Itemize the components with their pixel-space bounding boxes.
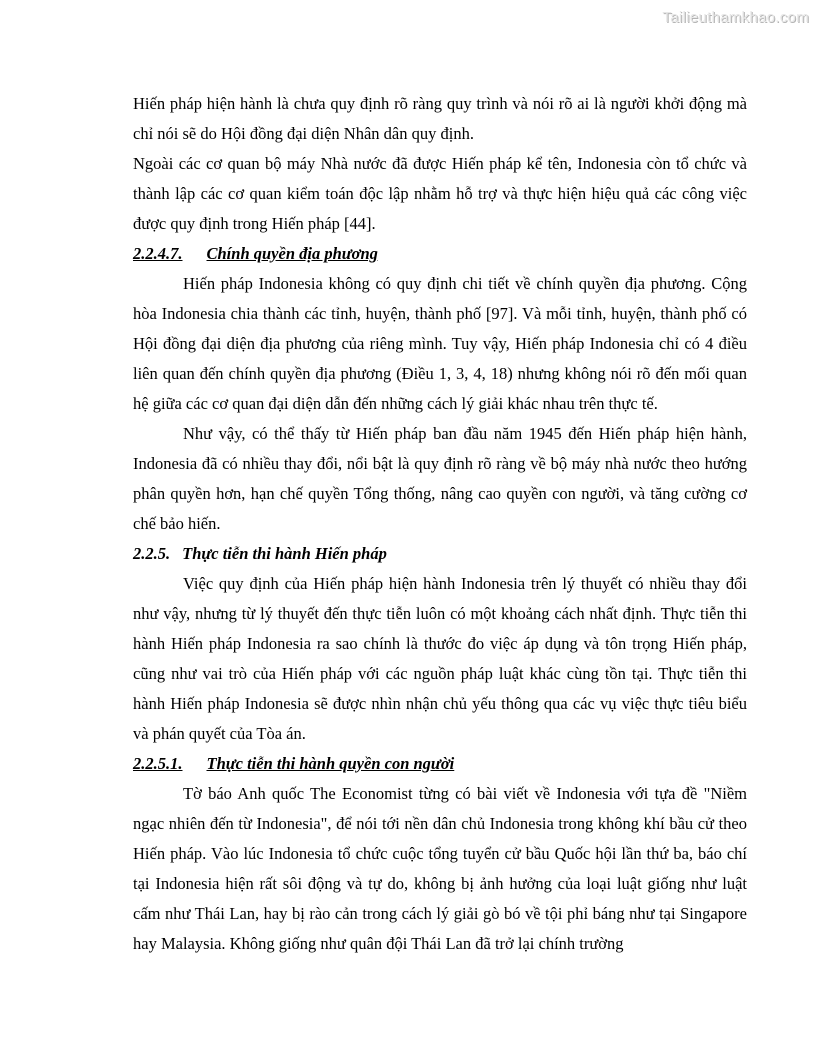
heading-local-government — [133, 239, 747, 269]
heading-title: Thực tiễn thi hành Hiến pháp — [182, 544, 387, 563]
heading-number: 2.2.5. — [133, 544, 171, 563]
paragraph-human-rights: Tờ báo Anh quốc The Economist từng có bài viết về Indonesia với tựa đề "Niềm ngạc nhiên đến từ Indonesia", để nói tới nền dân chủ Indonesia trong không khí bầu cử theo Hiến pháp. Vào lúc Indonesia tổ chức cuộc tổng tuyển cử bầu Quốc hội lần thứ ba, báo chí tại Indonesia hiện rất sôi động và tự do, không bị ảnh hưởng của loại luật giống như luật cấm như Thái Lan, hay bị rào cản trong cách lý giải gò bó về tội phỉ báng như tại Singapore hay Malaysia. Không giống như quân đội Thái Lan đã trở lại chính trường — [133, 784, 747, 953]
heading-constitution-practice — [133, 539, 747, 569]
paragraph-summary: Như vậy, có thể thấy từ Hiến pháp ban đầu năm 1945 đến Hiến pháp hiện hành, Indonesia đã có nhiều thay đổi, nổi bật là quy định rõ ràng về bộ máy nhà nước theo hướng phân quyền hơn, hạn chế quyền Tổng thống, nâng cao quyền con người, và tăng cường cơ chế bảo hiến. — [133, 424, 747, 533]
page-content — [133, 89, 747, 959]
heading-title: Thực tiễn thi hành quyền con người — [206, 754, 455, 773]
heading-number: 2.2.4.7. — [133, 244, 183, 263]
paragraph-intro-2: Ngoài các cơ quan bộ máy Nhà nước đã được Hiến pháp kể tên, Indonesia còn tổ chức và thành lập các cơ quan kiểm toán độc lập nhằm hỗ trợ và thực hiện hiệu quả các công việc được quy định trong Hiến pháp [44]. — [133, 154, 747, 233]
heading-number: 2.2.5.1. — [133, 754, 183, 773]
watermark-text: Tailieuthamkhao.com — [662, 9, 809, 26]
paragraph-intro-1: Hiến pháp hiện hành là chưa quy định rõ ràng quy trình và nói rõ ai là người khởi động mà chỉ nói sẽ do Hội đồng đại diện Nhân dân quy định. — [133, 94, 747, 143]
heading-title: Chính quyền địa phương — [206, 244, 378, 263]
paragraph-practice: Việc quy định của Hiến pháp hiện hành Indonesia trên lý thuyết có nhiều thay đổi như vậy, nhưng từ lý thuyết đến thực tiễn luôn có một khoảng cách nhất định. Thực tiễn thi hành Hiến pháp Indonesia ra sao chính là thước đo việc áp dụng và tôn trọng Hiến pháp, cũng như vai trò của Hiến pháp với các nguồn pháp luật khác cùng tồn tại. Thực tiễn thi hành Hiến pháp Indonesia sẽ được nhìn nhận chủ yếu thông qua các vụ việc thực tiêu biểu và phán quyết của Tòa án. — [133, 574, 747, 743]
paragraph-local-government: Hiến pháp Indonesia không có quy định chi tiết về chính quyền địa phương. Cộng hòa Indonesia chia thành các tỉnh, huyện, thành phố [97]. Và mỗi tỉnh, huyện, thành phố có Hội đồng đại diện địa phương của riêng mình. Tuy vậy, Hiến pháp Indonesia chỉ có 4 điều liên quan đến chính quyền địa phương (Điều 1, 3, 4, 18) nhưng không nói rõ đến mối quan hệ giữa các cơ quan đại diện dẫn đến những cách lý giải khác nhau trên thực tế. — [133, 274, 747, 413]
heading-human-rights-practice — [133, 749, 747, 779]
